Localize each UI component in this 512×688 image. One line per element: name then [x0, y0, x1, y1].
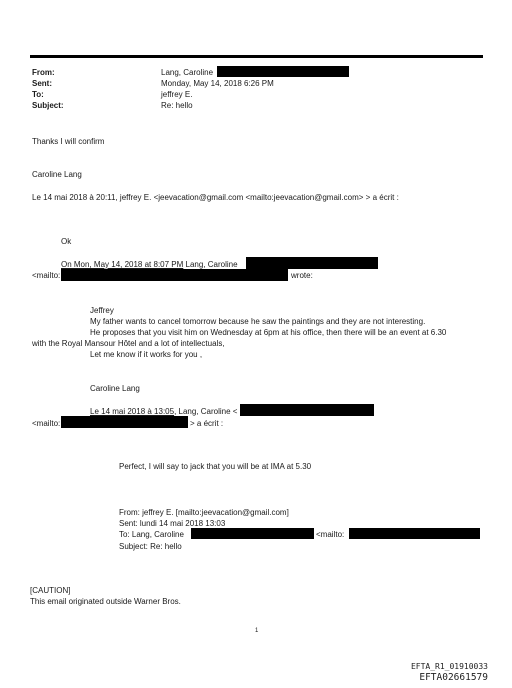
sent-label: Sent: [32, 79, 52, 88]
body-line: My father wants to cancel tomorrow because he saw the paintings and they are not interesting. [90, 317, 426, 326]
body-line: Le 14 mai 2018 à 20:11, jeffrey E. <jeevacation@gmail.com <mailto:jeevacation@gmail.com> > a écrit : [32, 193, 399, 202]
body-line: > a écrit : [190, 419, 224, 428]
redaction-block [217, 66, 349, 77]
body-line: Sent: lundi 14 mai 2018 13:03 [119, 519, 226, 528]
body-line: <mailto: [32, 419, 61, 428]
redaction-block [61, 269, 288, 281]
quote-sender: Lang, Caroline [183, 260, 238, 269]
body-line: He proposes that you visit him on Wednesday at 6pm at his office, then there will be an event at 6.30 [90, 328, 447, 337]
body-line: Caroline Lang [90, 384, 140, 393]
body-line: <mailto: [316, 530, 345, 539]
caution-text: This email originated outside Warner Bros. [30, 597, 181, 606]
quote-sender: , Lang, Caroline < [174, 407, 238, 416]
page-number: 1 [255, 628, 259, 634]
from-label: From: [32, 68, 55, 77]
redaction-block [240, 404, 374, 416]
body-line: From: jeffrey E. [mailto:jeevacation@gmail.com] [119, 508, 289, 517]
caution-label: [CAUTION] [30, 586, 71, 595]
body-line: Let me know if it works for you , [90, 350, 203, 359]
body-line: Caroline Lang [32, 170, 82, 179]
footer-id-primary: EFTA_R1_01910033 [410, 662, 488, 671]
body-line: Jeffrey [90, 306, 114, 315]
body-line: Perfect, I will say to jack that you will be at IMA at 5.30 [119, 462, 312, 471]
body-line: To: Lang, Caroline [119, 530, 184, 539]
sent-value: Monday, May 14, 2018 6:26 PM [161, 79, 274, 88]
quote-date: Le 14 mai 2018 à 13:05 [90, 407, 175, 416]
redaction-block [246, 257, 378, 269]
body-line: wrote: [291, 271, 313, 280]
redaction-block [61, 416, 188, 428]
body-line: <mailto: [32, 271, 61, 280]
footer-id-secondary: EFTA02661579 [419, 672, 488, 683]
subject-value: Re: hello [161, 101, 193, 110]
body-line: Thanks I will confirm [32, 137, 105, 146]
redaction-block [191, 528, 314, 539]
body-line: with the Royal Mansour Hôtel and a lot of intellectuals, [32, 339, 225, 348]
redaction-block [349, 528, 480, 539]
body-line: Subject: Re: hello [119, 542, 182, 551]
body-line: Ok [61, 237, 72, 246]
to-label: To: [32, 90, 44, 99]
to-value: jeffrey E. [161, 90, 193, 99]
top-rule [30, 55, 483, 58]
from-value: Lang, Caroline [161, 68, 214, 77]
quote-date: On Mon, May 14, 2018 at 8:07 PM [61, 260, 184, 269]
subject-label: Subject: [32, 101, 64, 110]
